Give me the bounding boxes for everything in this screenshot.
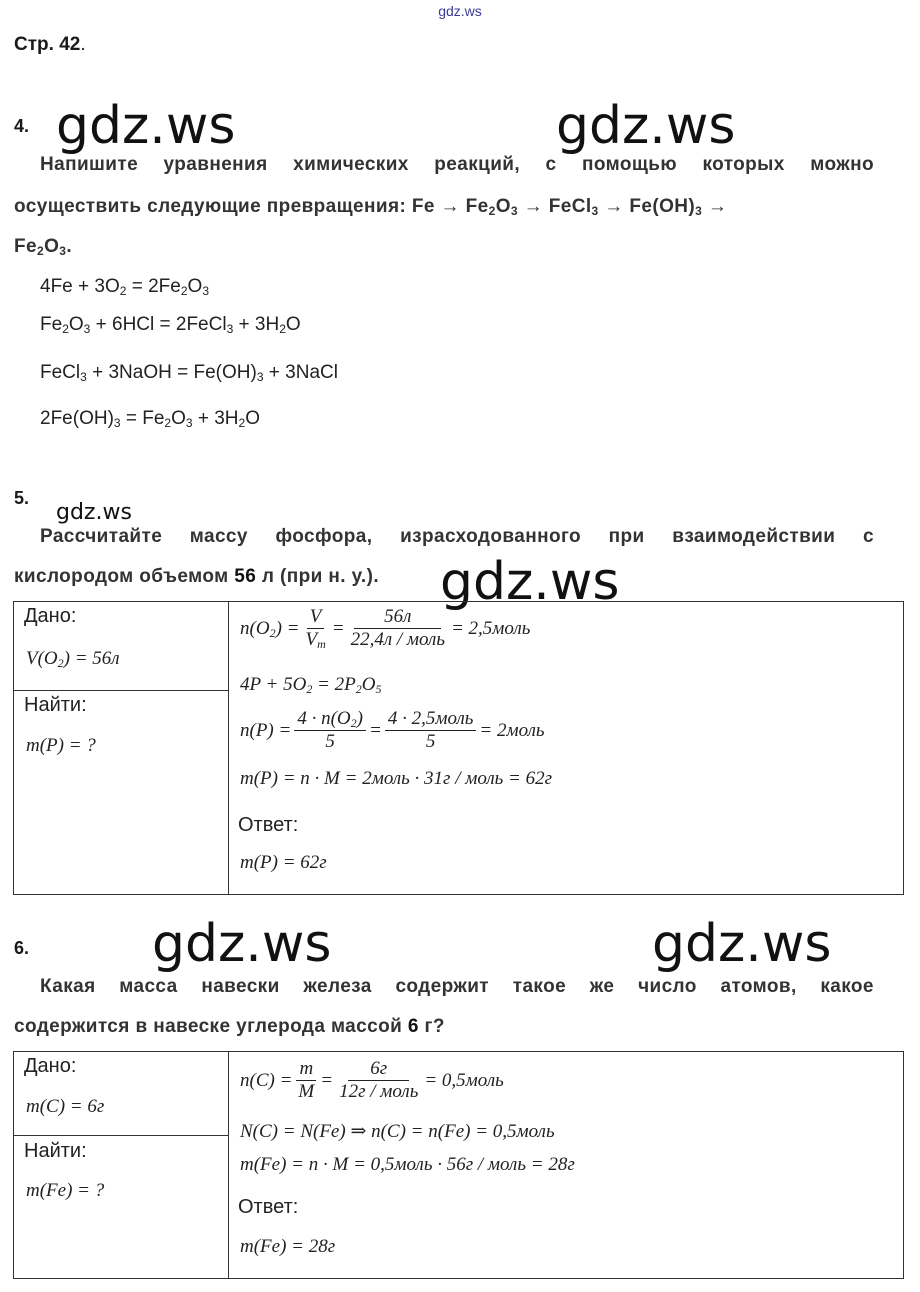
- arrow-icon: →: [523, 196, 544, 217]
- table-divider: [13, 1135, 228, 1136]
- given-label: Дано:: [24, 605, 77, 627]
- calc-line-2: $4P + 5O_2 = 2P_2O_5$: [240, 674, 382, 696]
- task-4-text-line-1: Напишите уравнения химических реакций, с помощью которых можно: [40, 154, 874, 175]
- calc-line-3: m(Fe) = n · M = 0,5моль · 56г / моль = 28г: [240, 1154, 575, 1175]
- task-5-text-line-1: Рассчитайте массу фосфора, израсходованного при взаимодействии с: [40, 526, 874, 547]
- calc-line-1: n(C) = $\frac{m}{M}$ = $\frac{6г}{\text{12г / моль}}$ = 0,5моль: [240, 1058, 504, 1102]
- equation-4: $2Fe(OH)_3 = Fe_2O_3 + 3H_2O$: [40, 408, 260, 430]
- table-divider: [228, 1051, 229, 1278]
- calc-line-1: $n(O_2)$ = $\frac{V}{V_m}$ = $\frac{56л}{\text{22,4л / моль}}$ = 2,5моль: [240, 606, 531, 651]
- watermark-logo: gdz.ws: [152, 914, 332, 974]
- task-6-text-line-1: Какая масса навески железа содержит такое же число атомов, какое: [40, 976, 874, 997]
- given-label: Дано:: [24, 1055, 77, 1077]
- watermark-logo: gdz.ws: [56, 500, 132, 525]
- task-4-number: 4.: [14, 116, 30, 136]
- answer-label: Ответ:: [238, 814, 299, 836]
- watermark-logo: gdz.ws: [56, 96, 236, 156]
- arrow-icon: →: [440, 196, 460, 217]
- find-label: Найти:: [24, 1140, 87, 1162]
- answer-value: m(Fe) = 28г: [240, 1236, 336, 1257]
- task-5-number: 5.: [14, 488, 30, 508]
- table-divider: [228, 601, 229, 894]
- task-6-text-line-2: содержится в навеске углерода массой 6 г?: [14, 1016, 445, 1037]
- given-value: $V(O_2) = 56л$: [26, 648, 120, 670]
- find-label: Найти:: [24, 694, 87, 716]
- top-watermark[interactable]: gdz.ws: [438, 3, 482, 19]
- arrow-icon: →: [604, 196, 624, 217]
- watermark-logo: gdz.ws: [652, 914, 832, 974]
- given-value: m(C) = 6г: [26, 1096, 105, 1117]
- arrow-icon: →: [707, 196, 728, 217]
- answer-value: m(P) = 62г: [240, 852, 327, 873]
- equation-1: $4Fe + 3O_2 = 2Fe_2O_3$: [40, 276, 209, 298]
- equation-2: $Fe_2O_3 + 6HCl$ = 2FeCl$_3$ + $3H_2O$: [40, 314, 301, 336]
- task-4-text-line-2: осуществить следующие превращения: $Fe \to Fe_2O_3$ → FeCl$_3$ → $Fe(OH)_3$ →: [14, 196, 728, 218]
- find-value: m(Fe) = ?: [26, 1180, 105, 1201]
- calc-line-2: N(C) = N(Fe) ⇒ n(C) = n(Fe) = 0,5моль: [240, 1121, 555, 1142]
- answer-label: Ответ:: [238, 1196, 299, 1218]
- page-reference: Стр. 42.: [14, 34, 86, 55]
- watermark-logo: gdz.ws: [556, 96, 736, 156]
- task-6-number: 6.: [14, 938, 30, 958]
- equation-3: FeCl$_3$ + 3NaOH = $Fe(OH)_3$ + 3NaCl: [40, 362, 338, 384]
- table-divider: [13, 690, 228, 691]
- calc-line-4: m(P) = n · M = 2моль · 31г / моль = 62г: [240, 768, 553, 789]
- task-4-text-line-3: $Fe_2O_3$.: [14, 236, 73, 258]
- calc-line-3: n(P) = $\frac{4 \cdot n(O_2)}{5}$ = $\frac{\text{4 · 2,5моль}}{5}$ = 2моль: [240, 708, 545, 752]
- find-value: m(P) = ?: [26, 735, 96, 756]
- task-5-text-line-2: кислородом объемом 56 л (при н. у.).: [14, 566, 379, 587]
- watermark-logo: gdz.ws: [440, 552, 620, 612]
